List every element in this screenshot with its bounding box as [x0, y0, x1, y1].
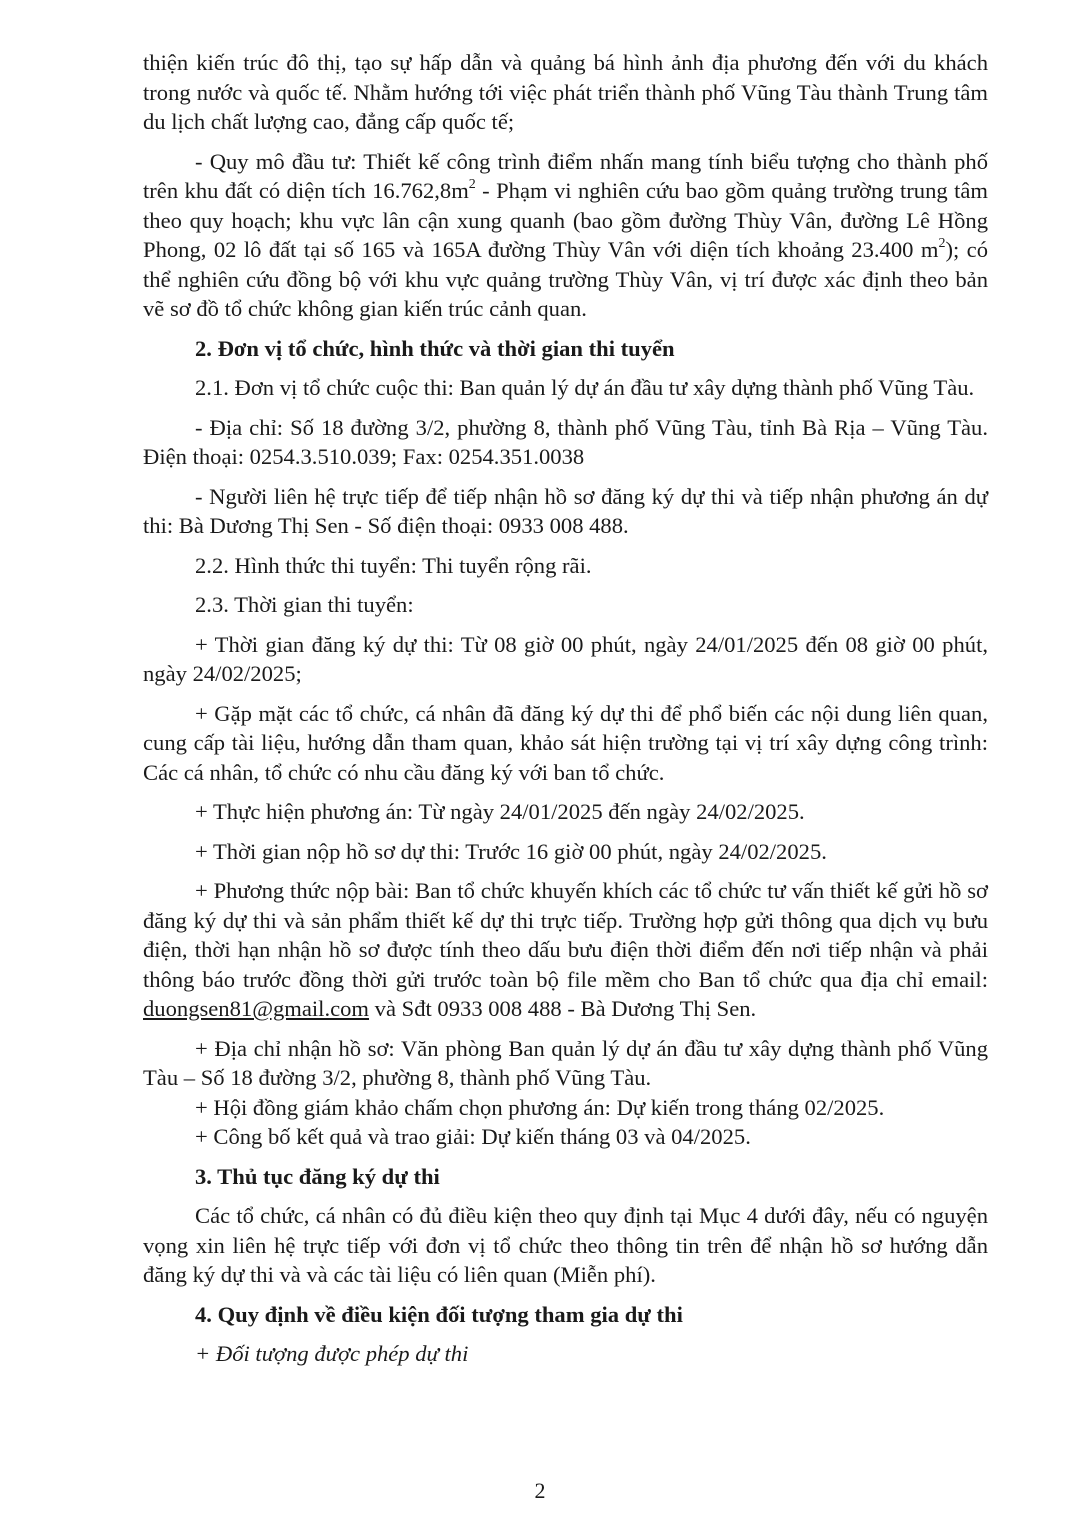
- superscript: 2: [468, 177, 476, 193]
- paragraph-results: + Công bố kết quả và trao giải: Dự kiến tháng 03 và 04/2025.: [195, 1124, 751, 1149]
- email-link[interactable]: duongsen81@gmail.com: [143, 996, 370, 1021]
- text-segment: + Phương thức nộp bài: Ban tổ chức khuyến khích các tổ chức tư vấn thiết kế gửi hồ sơ đăng ký dự thi và sản phẩm thiết kế dự thi trực tiếp. Trường hợp gửi thông qua dịch vụ bưu điện, thời hạn nhận hồ sơ được tính theo dấu bưu điện thời điểm đến nơi tiếp nhận và phải thông báo trước đồng thời gửi trước toàn bộ file mềm cho Ban tổ chức qua địa chỉ email:: [143, 878, 988, 992]
- paragraph-address: - Địa chỉ: Số 18 đường 3/2, phường 8, thành phố Vũng Tàu, tỉnh Bà Rịa – Vũng Tàu. Điện thoại: 0254.3.510.039; Fax: 0254.351.0038: [143, 414, 988, 469]
- section-heading-2: 2. Đơn vị tổ chức, hình thức và thời gian thi tuyển: [195, 335, 675, 361]
- paragraph-competition-form: 2.2. Hình thức thi tuyển: Thi tuyển rộng rãi.: [195, 552, 592, 578]
- paragraph-registration-time: + Thời gian đăng ký dự thi: Từ 08 giờ 00 phút, ngày 24/01/2025 đến 08 giờ 00 phút, ngày 24/02/2025;: [143, 631, 988, 686]
- paragraph-contact: - Người liên hệ trực tiếp để tiếp nhận hồ sơ đăng ký dự thi và tiếp nhận phương án dự thi: Bà Dương Thị Sen - Số điện thoại: 0933 008 488.: [143, 483, 988, 538]
- paragraph-registration-procedure: Các tổ chức, cá nhân có đủ điều kiện theo quy định tại Mục 4 dưới đây, nếu có nguyện vọng xin liên hệ trực tiếp với đơn vị tổ chức theo thông tin trên để nhận hồ sơ hướng dẫn đăng ký dự thi và và các tài liệu có liên quan (Miễn phí).: [143, 1203, 988, 1287]
- document-body: [143, 48, 988, 1379]
- text-segment: ); có thể nghiên cứu đồng bộ với khu vực quảng trường Thùy Vân, vị trí được xác định theo bản vẽ sơ đồ tổ chức không gian kiến trúc cảnh quan.: [143, 237, 988, 321]
- text-segment: - Phạm vi nghiên cứu bao gồm quảng trường trung tâm theo quy hoạch; khu vực lân cận xung quanh (bao gồm đường Thùy Vân, đường Lê Hồng Phong, 02 lô đất tại số 165 và 165A đường Thùy Vân với diện tích khoảng 23.400 m: [143, 178, 988, 262]
- paragraph-competition-time: 2.3. Thời gian thi tuyển:: [195, 592, 414, 617]
- section-heading-3: 3. Thủ tục đăng ký dự thi: [195, 1163, 440, 1189]
- paragraph-organizer: 2.1. Đơn vị tổ chức cuộc thi: Ban quản lý dự án đầu tư xây dựng thành phố Vũng Tàu.: [195, 375, 975, 400]
- paragraph-meeting: + Gặp mặt các tổ chức, cá nhân đã đăng ký dự thi để phổ biến các nội dung liên quan, cung cấp tài liệu, hướng dẫn tham quan, khảo sát hiện trường tại vị trí xây dựng công trình: Các cá nhân, tổ chức có nhu cầu đăng ký với ban tổ chức.: [143, 700, 988, 785]
- text-segment: - Quy mô đầu tư: Thiết kế công trình điểm nhấn mang tính biểu tượng cho thành phố trên khu đất có diện tích 16.762,8m: [143, 148, 988, 203]
- section-heading-4: 4. Quy định về điều kiện đối tượng tham gia dự thi: [195, 1301, 683, 1327]
- paragraph-submission-method: [143, 876, 988, 1024]
- paragraph-submission-time: + Thời gian nộp hồ sơ dự thi: Trước 16 giờ 00 phút, ngày 24/02/2025.: [195, 838, 827, 864]
- paragraph-implementation: + Thực hiện phương án: Từ ngày 24/01/2025 đến ngày 24/02/2025.: [195, 799, 805, 824]
- superscript: 2: [938, 236, 946, 252]
- page-number: 2: [534, 1478, 546, 1503]
- paragraph-intro-continuation: thiện kiến trúc đô thị, tạo sự hấp dẫn và quảng bá hình ảnh địa phương đến với du khách trong nước và quốc tế. Nhằm hướng tới việc phát triển thành phố Vũng Tàu thành Trung tâm du lịch chất lượng cao, đẳng cấp quốc tế;: [143, 50, 988, 134]
- paragraph-investment-scale: [143, 147, 988, 324]
- text-segment: và Sđt 0933 008 488 - Bà Dương Thị Sen.: [369, 996, 757, 1021]
- paragraph-jury: + Hội đồng giám khảo chấm chọn phương án: Dự kiến trong tháng 02/2025.: [195, 1094, 885, 1120]
- paragraph-submission-address: + Địa chỉ nhận hồ sơ: Văn phòng Ban quản lý dự án đầu tư xây dựng thành phố Vũng Tàu – Số 18 đường 3/2, phường 8, thành phố Vũng Tàu.: [143, 1035, 988, 1090]
- paragraph-eligible-participants: + Đối tượng được phép dự thi: [195, 1341, 469, 1366]
